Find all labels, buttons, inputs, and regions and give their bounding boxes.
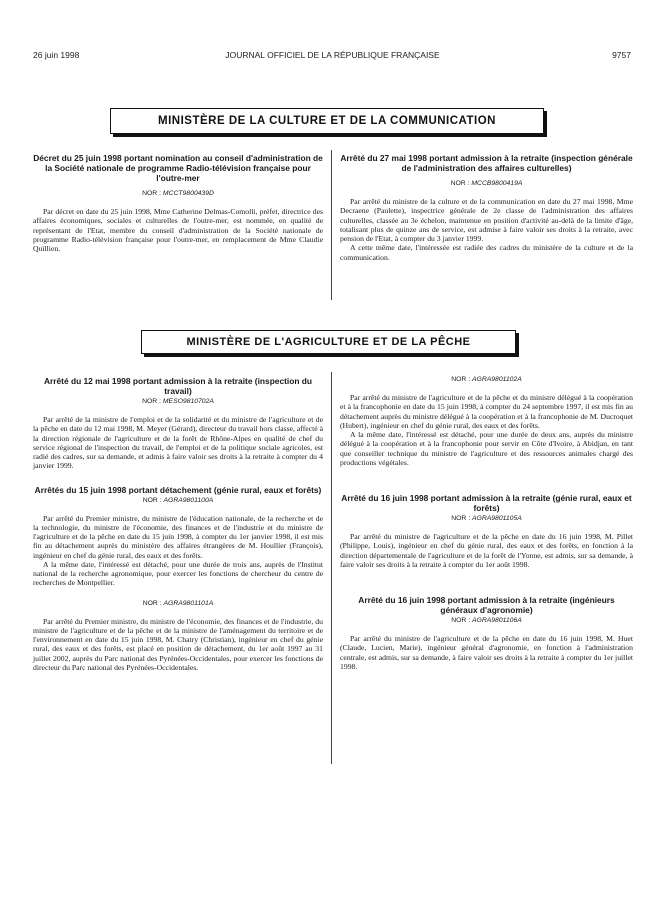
ministry-heading-agriculture: MINISTÈRE DE L'AGRICULTURE ET DE LA PÊCHE bbox=[141, 330, 516, 354]
nor-reference: NOR : AGRA9801105A bbox=[451, 515, 522, 522]
agriculture-left-column bbox=[33, 376, 323, 672]
article-title: Arrêté du 16 juin 1998 portant admission à la retraite (génie rural, eaux et forêts) bbox=[341, 493, 632, 513]
article-paragraph: Par arrêté du Premier ministre, du ministre de l'économie, des finances et de l'industrie, du ministre de l'agriculture et de la pêche et de la ministre de l'aménagement du territoire et de l'environnement en date du 15 juin 1998, M. Chatry (Christian), ingénieur en chef du génie rural, des eaux et des forêts, est placé en position de détachement, du 1er août 1997 au 31 juillet 2002, auprès du Parc national des Pyrénées-Occidentales, pour exercer les fonctions de directeur du Parc national des Pyrénées-Occidentales. bbox=[33, 616, 323, 672]
article-title: Décret du 25 juin 1998 portant nomination au conseil d'administration de la Société nationale de programme Radio-télévision française pour l'outre-mer bbox=[33, 153, 323, 183]
article-paragraph: Par arrêté du ministre de l'agriculture et de la pêche et du ministre délégué à la coopération et à la francophonie en date du 15 juin 1998, à compter du 24 septembre 1997, il est mis fin au détachement auprès du ministre délégué à la coopération et à la francophonie de M. Ducroquet (Hubert), ingénieur en chef du génie rural, des eaux et des forêts. bbox=[340, 393, 633, 430]
article bbox=[340, 595, 633, 671]
article-title: Arrêté du 12 mai 1998 portant admission à la retraite (inspection du travail) bbox=[43, 376, 313, 396]
article-title: Arrêtés du 15 juin 1998 portant détachement (génie rural, eaux et forêts) bbox=[34, 484, 322, 495]
nor-reference: NOR : MESO9810702A bbox=[142, 398, 214, 405]
article-paragraph: A cette même date, l'intéressée est radiée des cadres du ministère de la culture et de la communication. bbox=[340, 243, 633, 262]
article-paragraph: Par arrêté du ministre de l'agriculture et de la pêche en date du 16 juin 1998, M. Pillet (Philippe, Louis), ingénieur en chef du génie rural, des eaux et des forêts, en fonction à la direction départementale de l'agriculture et de la forêt de l'Yonne, est admis, sur sa demande, à faire valoir ses droits à la retraite à compter du 1er août 1998. bbox=[340, 532, 633, 569]
article-paragraph: A la même date, l'intéressé est détaché, pour une durée de deux ans, auprès du ministre délégué à la coopération et à la francophonie pour servir en Côte d'Ivoire, à Abidjan, en tant que conseiller technique du ministre de l'agriculture et des ressources animales chargé des productions végétales. bbox=[340, 430, 633, 467]
column-divider bbox=[331, 372, 332, 764]
nor-reference: NOR : AGRA9801106A bbox=[451, 617, 522, 624]
culture-right-column bbox=[340, 153, 633, 262]
journal-title: JOURNAL OFFICIEL DE LA RÉPUBLIQUE FRANÇAISE bbox=[225, 50, 440, 60]
nor-reference: NOR : AGRA9801100A bbox=[142, 496, 214, 504]
page-number: 9757 bbox=[612, 50, 631, 60]
article bbox=[33, 153, 323, 253]
article bbox=[33, 600, 323, 673]
article-paragraph: Par arrêté du ministre de l'agriculture et de la pêche en date du 16 juin 1998, M. Huet (Claude, Lucien, Marie), ingénieur général d'agronomie, en fonction à l'administration centrale, est admis, sur sa demande, à faire valoir ses droits à la retraite à compter du 1er juillet 1998. bbox=[340, 634, 633, 671]
nor-reference: NOR : MCCT9800439D bbox=[142, 190, 214, 197]
nor-reference: NOR : AGRA9801102A bbox=[451, 376, 522, 383]
article-paragraph: Par arrêté du Premier ministre, du ministre de l'éducation nationale, de la recherche et de la technologie, du ministre de l'économie, des finances et de l'industrie et du ministre de l'agriculture et de la pêche en date du 15 juin 1998, à compter du 1er janvier 1998, il est mis fin au détachement auprès du ministère des affaires étrangères de M. Houllier (François), ingénieur en chef du génie rural, des eaux et des forêts. bbox=[33, 513, 323, 560]
article-paragraph: A la même date, l'intéressé est détaché, pour une durée de trois ans, auprès de l'Institut national de la recherche agronomique, pour exercer les fonctions de chercheur du centre de recherches de Montpellier. bbox=[33, 559, 323, 588]
nor-reference: NOR : MCCB9800419A bbox=[450, 180, 523, 187]
article bbox=[340, 493, 633, 569]
article-title: Arrêté du 27 mai 1998 portant admission à la retraite (inspection générale de l'administration des affaires culturelles) bbox=[340, 153, 633, 173]
article bbox=[33, 376, 323, 471]
article-title: Arrêté du 16 juin 1998 portant admission à la retraite (ingénieurs généraux d'agronomie) bbox=[358, 595, 615, 615]
agriculture-right-column bbox=[340, 376, 633, 671]
article-paragraph: Par arrêté de la ministre de l'emploi et de la solidarité et du ministre de l'agriculture et de la pêche en date du 12 mai 1998, M. Meyer (Gérard), directeur du travail hors classe, affecté à la direction régionale de l'agriculture et de la forêt de Rhône-Alpes en qualité de chef du service régional de l'inspection du travail, de l'emploi et de la politique sociale agricoles, est radié des cadres, sur sa demande, et admis à faire valoir ses droits à la retraite à compter du 4 janvier 1999. bbox=[33, 415, 323, 471]
nor-reference: NOR : AGRA9801101A bbox=[142, 599, 214, 607]
article-paragraph: Par décret en date du 25 juin 1998, Mme Catherine Delmas-Comolli, préfet, directrice des affaires économiques, sociales et culturelles de l'outre-mer, est nommée, en qualité de représentant de l'Etat, membre du conseil d'administration de la Société nationale de programme Radio-télévision française pour l'outre-mer, en remplacement de Mme Claudie Quillien. bbox=[33, 207, 323, 253]
article bbox=[33, 485, 323, 588]
article bbox=[340, 153, 633, 262]
page-date: 26 juin 1998 bbox=[33, 50, 80, 60]
culture-left-column bbox=[33, 153, 323, 253]
article bbox=[340, 376, 633, 467]
column-divider bbox=[331, 150, 332, 300]
article-paragraph: Par arrêté du ministre de la culture et de la communication en date du 27 mai 1998, Mme Decraene (Paulette), inspectrice générale de 2e classe de l'administration des affaires culturelles, classée au 3e échelon, maintenue en position d'activité au-delà de la limite d'âge, totalisant plus de quinze ans de service, est admise à faire valoir ses droits à la retraite, avec pension de l'Etat, à compter du 3 janvier 1999. bbox=[340, 197, 633, 243]
ministry-heading-culture: MINISTÈRE DE LA CULTURE ET DE LA COMMUNICATION bbox=[110, 108, 544, 134]
